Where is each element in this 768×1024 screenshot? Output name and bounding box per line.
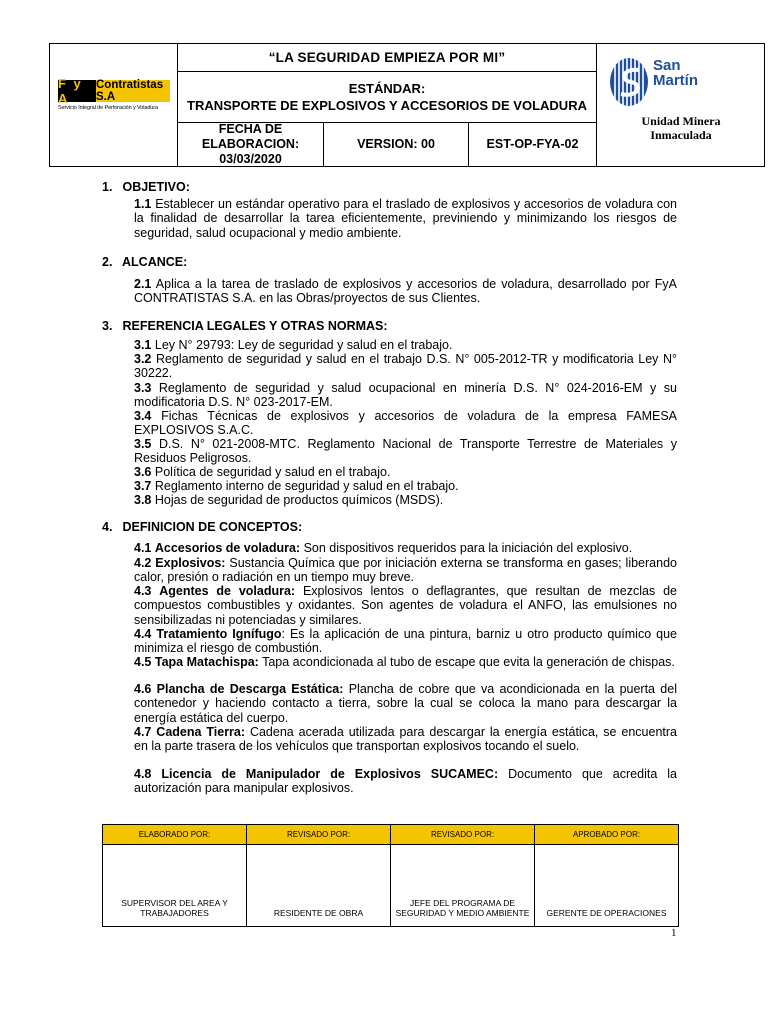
- document-title-block: [178, 72, 596, 123]
- date-value: 03/03/2020: [219, 152, 282, 166]
- page-number: 1: [671, 927, 677, 939]
- definition-item: 4.8 Licencia de Manipulador de Explosivos SUCAMEC: Documento que acredita la autorización para manipular explosivos.: [134, 767, 677, 796]
- company-logo-cell: [50, 44, 178, 166]
- date-label-1: FECHA DE: [218, 122, 283, 136]
- list-item: 1.1 Establecer un estándar operativo para el traslado de explosivos y accesorios de voladura con la finalidad de desarrollar la tarea eficientemente, previniendo y minimizando los riesgos de seguridad, salud ocupacional y medio ambiente.: [134, 197, 677, 240]
- list-item: 3.4 Fichas Técnicas de explosivos y accesorios de voladura de la empresa FAMESA EXPLOSIVOS S.A.C.: [134, 409, 677, 438]
- section-heading: 1. OBJETIVO:: [102, 180, 190, 194]
- safety-motto: “LA SEGURIDAD EMPIEZA POR MI”: [178, 44, 596, 72]
- document-code: EST-OP-FYA-02: [486, 137, 579, 151]
- definition-item: 4.2 Explosivos: Sustancia Química que por iniciación externa se transforma en gases; liberando calor, presión o radiación en un tiempo muy breve.: [134, 556, 677, 585]
- approval-role-cell: JEFE DEL PROGRAMA DE SEGURIDAD Y MEDIO AMBIENTE: [391, 845, 535, 926]
- approval-header-cell: REVISADO POR:: [247, 825, 391, 844]
- elaboration-date: [178, 123, 324, 166]
- definition-item: 4.6 Plancha de Descarga Estática: Plancha de cobre que va acondicionada en la puerta del contenedor y haciendo contacto a tierra, sobre la cual se coloca la mano para descargar la energía estática del cuerpo.: [134, 682, 677, 725]
- approval-header-cell: APROBADO POR:: [572, 830, 641, 839]
- approval-table: [102, 824, 679, 927]
- document-title: TRANSPORTE DE EXPLOSIVOS Y ACCESORIOS DE VOLADURA: [187, 98, 587, 113]
- definition-item: 4.4 Tratamiento Ignífugo: Es la aplicación de una pintura, barniz u otro producto químico que minimiza el riesgo de combustión.: [134, 627, 677, 656]
- list-item: 3.7 Reglamento interno de seguridad y salud en el trabajo.: [134, 479, 459, 493]
- definition-item: 4.7 Cadena Tierra: Cadena acerada utilizada para descargar la energía estática, se encuentra en la parte trasera de los vehículos que transportan explosivos tocando el suelo.: [134, 725, 677, 754]
- definition-item: 4.5 Tapa Matachispa: Tapa acondicionada al tubo de escape que evita la generación de chispas.: [134, 655, 675, 669]
- fya-logo-name: Contratistas S.A: [96, 80, 170, 102]
- approval-header-cell: ELABORADO POR:: [103, 825, 247, 844]
- approval-role-row: [103, 845, 678, 926]
- date-label-2: ELABORACION:: [201, 137, 300, 151]
- document-type: ESTÁNDAR:: [348, 81, 426, 96]
- fya-logo: [58, 76, 170, 111]
- list-item: 2.1 Aplica a la tarea de traslado de explosivos y accesorios de voladura, desarrollado por FyA CONTRATISTAS S.A. en las Obras/proyectos de sus Clientes.: [134, 277, 677, 306]
- san-martin-wordmark: San Martín: [653, 57, 698, 89]
- fya-logo-mark: F y A: [58, 80, 96, 102]
- definition-item: 4.3 Agentes de voladura: Explosivos lentos o deflagrantes, que resultan de mezclas de compuestos combustibles y oxidantes. Son agentes de voladura el ANFO, las emulsiones no sensibilizadas ni potenciadas y similares.: [134, 584, 677, 627]
- client-logo-cell: [596, 44, 764, 166]
- section-heading: 2. ALCANCE:: [102, 255, 188, 269]
- list-item: 3.1 Ley N° 29793: Ley de seguridad y salud en el trabajo.: [134, 338, 453, 352]
- list-item: 3.8 Hojas de seguridad de productos químicos (MSDS).: [134, 493, 444, 507]
- approval-header-row: [103, 825, 678, 845]
- definition-item: 4.1 Accesorios de voladura: Son dispositivos requeridos para la iniciación del explosivo.: [134, 541, 633, 555]
- list-item: 3.2 Reglamento de seguridad y salud en el trabajo D.S. N° 005-2012-TR y modificatoria Ley N° 30222.: [134, 352, 677, 381]
- header-center: [178, 44, 596, 166]
- approval-role-cell: GERENTE DE OPERACIONES: [546, 908, 667, 918]
- approval-header-cell: REVISADO POR:: [391, 825, 535, 844]
- document-header: [49, 43, 765, 167]
- section-heading: 4. DEFINICION DE CONCEPTOS:: [102, 520, 303, 534]
- list-item: 3.6 Política de seguridad y salud en el trabajo.: [134, 465, 391, 479]
- document-meta-row: [178, 123, 596, 166]
- fya-logo-tagline: Servicio Integral de Perforación y Voladura: [58, 105, 158, 111]
- approval-role-cell: SUPERVISOR DEL AREA Y TRABAJADORES: [103, 845, 247, 926]
- list-item: 3.3 Reglamento de seguridad y salud ocupacional en minería D.S. N° 024-2016-EM y su modificatoria D.S. N° 023-2017-EM.: [134, 381, 677, 410]
- list-item: 3.5 D.S. N° 021-2008-MTC. Reglamento Nacional de Transporte Terrestre de Materiales y Residuos Peligrosos.: [134, 437, 677, 466]
- document-version: VERSION: 00: [324, 123, 469, 166]
- approval-role-cell: RESIDENTE DE OBRA: [247, 845, 391, 926]
- mining-unit-label: Unidad Minera Inmaculada: [641, 114, 721, 142]
- section-heading: 3. REFERENCIA LEGALES Y OTRAS NORMAS:: [102, 319, 388, 333]
